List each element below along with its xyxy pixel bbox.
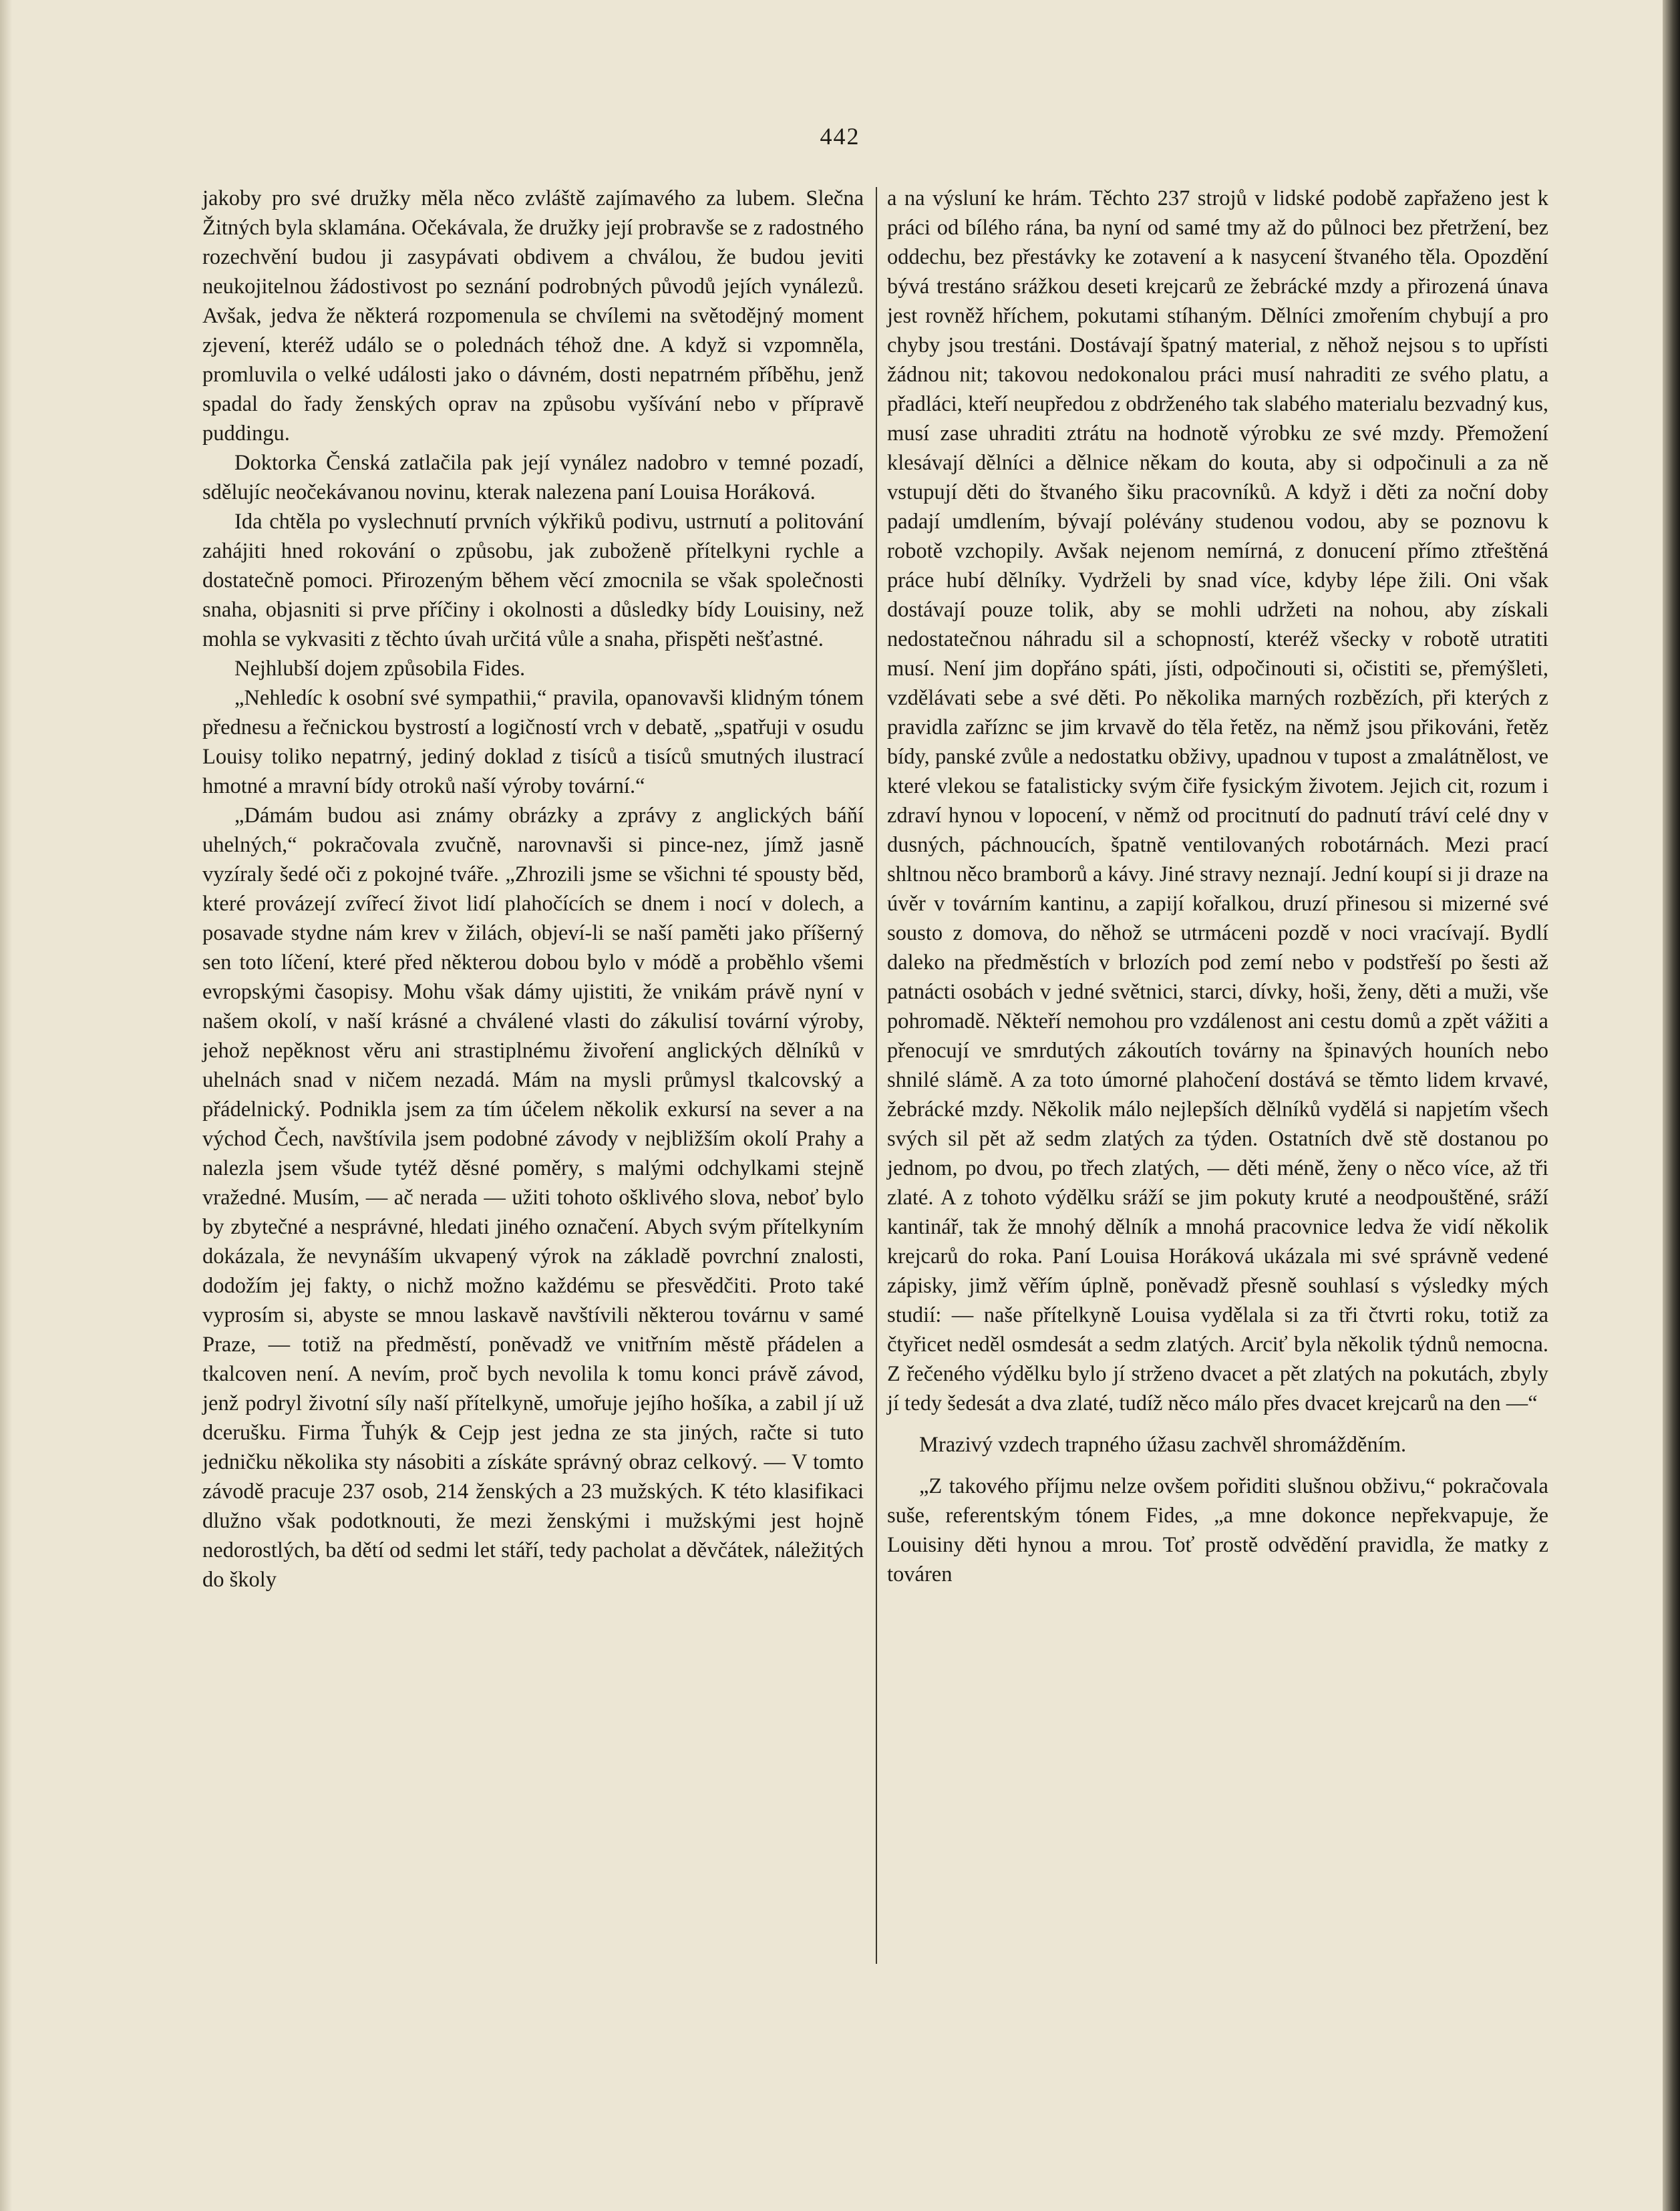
paragraph: Doktorka Čenská zatlačila pak její vynález nadobro v temné pozadí, sdělujíc neočekávanou novinu, kterak nalezena paní Louisa Horáková. bbox=[202, 451, 864, 504]
paragraph: Ida chtěla po vyslechnutí prvních výkřiků podivu, ustrnutí a politování zahájiti hned rokování o způsobu, jak zuboženě přítelkyni rychle a dostatečně pomoci. Přirozeným během věcí zmocnila se však společnosti snaha, objasniti si prve příčiny i okolnosti a důsledky bídy Louisiny, než mohla se vykvasiti z těchto úvah určitá vůle a snaha, přispěti nešťastné. bbox=[202, 510, 864, 651]
paragraph: Nejhlubší dojem způsobila Fides. bbox=[234, 657, 526, 681]
right-column bbox=[887, 184, 1548, 1589]
column-divider bbox=[876, 187, 877, 1964]
paragraph: „Nehledíc k osobní své sympathii,“ pravila, opanovavši klidným tónem přednesu a řečnickou bystrostí a logičností vrch v debatě, „spatřuji v osudu Louisy toliko nepatrný, jediný doklad z tisíců a tisíců smutných ilustrací hmotné a mravní bídy otroků naší výroby tovární.“ bbox=[202, 686, 864, 798]
left-column bbox=[202, 184, 864, 1594]
paragraph: Mrazivý vzdech trapného úžasu zachvěl shromážděním. bbox=[919, 1433, 1407, 1457]
paragraph: „Z takového příjmu nelze ovšem pořiditi slušnou obživu,“ pokračovala suše, referentským tónem Fides, „a mne dokonce nepřekvapuje, že Louisiny děti hynou a mrou. Toť prostě odvědění pravidla, že matky z továren bbox=[887, 1474, 1548, 1586]
paragraph: jakoby pro své družky měla něco zvláště zajímavého za lubem. Slečna Žitných byla sklamána. Očekávala, že družky její probravše se z radostného rozechvění budou ji zasypávati obdivem a chválou, že budou jeviti neukojitelnou žádostivost po seznání podrobných původů jejích vynálezů. Avšak, jedva že některá rozpomenula se chvílemi na světodějný moment zjevení, kteréž událo se o polednách téhož dne. A když si vzpomněla, promluvila o velké události jako o dávném, dosti nepatrném příběhu, jenž spadal do řady ženských oprav na způsobu vyšívání nebo v přípravě puddingu. bbox=[202, 186, 864, 446]
paragraph: „Dámám budou asi známy obrázky a zprávy z anglických báňí uhelných,“ pokračovala zvučně, narovnavši si pince-nez, jímž jasně vyzíraly šedé oči z pokojné tváře. „Zhrozili jsme se všichni té spousty běd, které provázejí zvířecí život lidí plahočících se dnem i nocí v dolech, a posavade stydne nám krev v žilách, objeví-li se naší paměti jako příšerný sen toto líčení, které před některou dobou bylo v módě a proběhlo všemi evropskými časopisy. Mohu však dámy ujistiti, že vnikám právě nyní v našem okolí, v naší krásné a chválené vlasti do zákulisí tovární výroby, jehož nepěknost věru ani strastiplnému živoření anglických dělníků v uhelnách snad v ničem nezadá. Mám na mysli průmysl tkalcovský a přádelnický. Podnikla jsem za tím účelem několik exkursí na sever a na východ Čech, navštívila jsem podobné závody v nejbližším okolí Prahy a nalezla jsem všude tytéž děsné poměry, s malými odchylkami stejně vražedné. Musím, — ač nerada — užiti tohoto ošklivého slova, neboť bylo by zbytečné a nesprávné, hledati jiného označení. Abych svým přítelkyním dokázala, že nevynáším ukvapený výrok na základě povrchní znalosti, dodožím jej fakty, o nichž možno každému se přesvědčiti. Proto také vyprosím si, abyste se mnou laskavě navštívili některou továrnu v samé Praze, — totiž na předměstí, poněvadž ve vnitřním městě přádelen a tkalcoven není. A nevím, proč bych nevolila k tomu konci právě závod, jenž podryl životní síly naší přítelkyně, umořuje jejího hošíka, a zabil jí už dcerušku. Firma Ťuhýk & Cejp jest jedna ze sta jiných, račte si tuto jedničku několika sty násobiti a získáte správný obraz celkový. — V tomto závodě pracuje 237 osob, 214 ženských a 23 mužských. K této klasifikaci dlužno však podotknouti, že mezi ženskými i mužskými jest hojně nedorostlých, ba dětí od sedmi let stáří, tedy pacholat a děvčátek, náležitých do školy bbox=[202, 804, 864, 1592]
paragraph: a na výsluní ke hrám. Těchto 237 strojů v lidské podobě zapřaženo jest k práci od bílého rána, ba nyní od samé tmy až do půlnoci bez přetržení, bez oddechu, bez přestávky ke zotavení a k nasycení štvaného těla. Opozdění bývá trestáno srážkou deseti krejcarů ze žebrácké mzdy a přirozená únava jest rovněž hříchem, pokutami stíhaným. Dělníci zmořením chybují a pro chyby jsou trestáni. Dostávají špatný material, z něhož nejsou s to upřísti žádnou nit; takovou nedokonalou práci musí nahraditi ze svého platu, a přadláci, kteří neupředou z obdrženého tak slabého materialu bezvadný kus, musí zase uhraditi ztrátu na hodnotě výrobku ze své mzdy. Přemožení klesávají dělníci a dělnice někam do kouta, aby si odpočinuli a za ně vstupují děti do štvaného šiku pracovníků. A když i děti za noční doby padají umdlením, bývají polévány studenou vodou, aby se poznovu k robotě vzchopily. Avšak nejenom nemírná, z donucení přímo ztřeštěná práce hubí dělníky. Vydrželi by snad více, kdyby lépe žili. Oni však dostávají pouze tolik, aby se mohli udržeti na nohou, aby získali nedostatečnou náhradu sil a schopností, kteréž všecky v robotě utratiti musí. Není jim dopřáno spáti, jísti, odpočinouti si, očistiti se, přemýšleti, vzdělávati sebe a své děti. Po několika marných rozbězích, při kterých z pravidla zaříznc se jim krvavě do těla řetěz, na němž jsou přikováni, řetěz bídy, panské zvůle a nedostatku obživy, upadnou v tupost a zmalátnělost, ve které vlekou se fatalisticky svým čiře fysickým životem. Jejich cit, rozum i zdraví hynou v lopocení, v němž od procitnutí do padnutí tráví celé dny v dusných, páchnoucích, špatně ventilovaných robotárnách. Mezi prací shltnou něco bramborů a kávy. Jiné stravy neznají. Jední koupí si ji draze na úvěr v továrním kantinu, a zapijí kořalkou, druzí přinesou si mizerné své sousto z domova, do něhož se utrmáceni pozdě v noci vracívají. Bydlí daleko na předměstích v brlozích pod zemí nebo v podstřeší po šesti až patnácti osobách v jedné světnici, starci, dívky, hoši, ženy, děti a muži, vše pohromadě. Někteří nemohou pro vzdálenost ani cestu domů a zpět vážiti a přenocují ve smrdutých zákoutích továrny na špinavých houních nebo shnilé slámě. A za toto úmorné plahočení dostává se těmto lidem krvavé, žebrácké mzdy. Několik málo nejlepších dělníků vydělá si napjetím všech svých sil pět až sedm zlatých za týden. Ostatních dvě stě dostanou po jednom, po dvou, po třech zlatých, — děti méně, ženy o něco více, až tři zlaté. A z tohoto výdělku sráží se jim pokuty kruté a neodpouštěné, sráží kantinář, tak že mnohý dělník a mnohá pracovnice ledva že vidí několik krejcarů do roka. Paní Louisa Horáková ukázala mi své správně vedené zápisky, jimž věřím úplně, poněvadž přesně souhlasí s výsledky mých studií: — naše přítelkyně Louisa vydělala si za tři čtvrti roku, totiž za čtyřicet neděl osmdesát a sedm zlatých. Arciť byla několik týdnů nemocna. Z řečeného výdělku bylo jí strženo dvacet a pět zlatých na pokutách, zbyly jí tedy šedesát a dva zlaté, tudíž něco málo přes dvacet krejcarů na den —“ bbox=[887, 186, 1548, 1415]
book-binding-edge bbox=[1663, 0, 1680, 2211]
page-number: 442 bbox=[820, 123, 860, 150]
page-outer-edge bbox=[0, 0, 12, 2211]
